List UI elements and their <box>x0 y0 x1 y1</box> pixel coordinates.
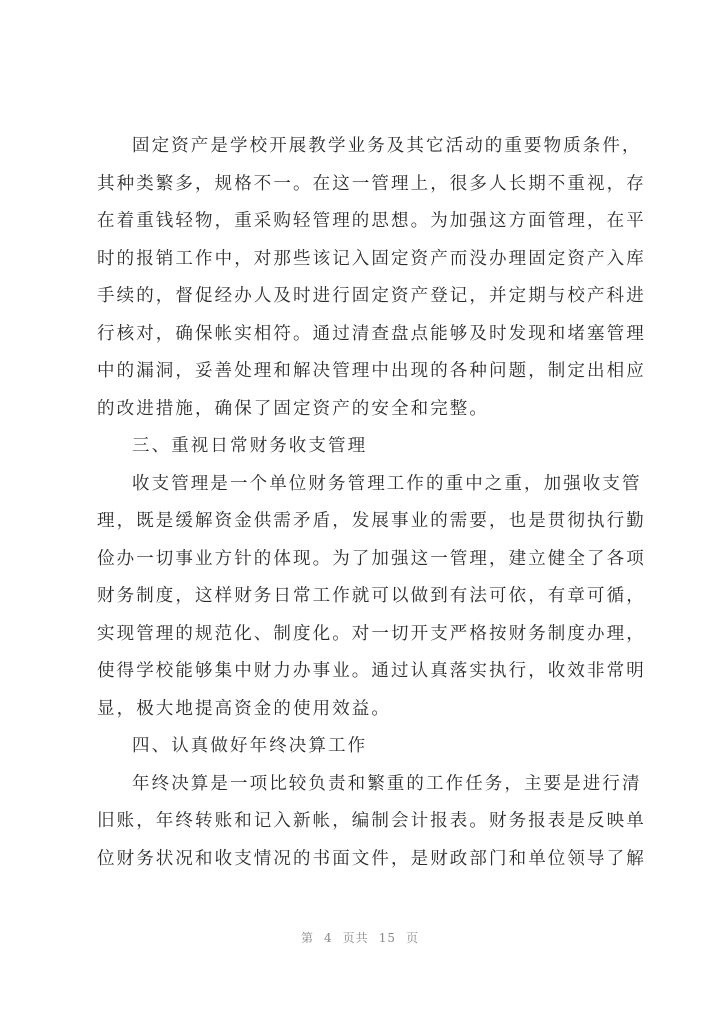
paragraph-line: 年终决算是一项比较负责和繁重的工作任务，主要是进行清 <box>132 773 642 794</box>
document-body <box>97 128 657 878</box>
paragraph-line: 位财务状况和收支情况的书面文件，是财政部门和单位领导了解 <box>97 848 646 869</box>
paragraph-line: 中的漏洞，妥善处理和解决管理中出现的各种问题，制定出相应 <box>97 361 646 381</box>
section-heading-3: 三、重视日常财务收支管理 <box>132 436 368 456</box>
paragraph-line: 理，既是缓解资金供需矛盾，发展事业的需要，也是贯彻执行勤 <box>97 511 646 531</box>
footer-middle: 页共 <box>342 931 369 945</box>
paragraph-line: 时的报销工作中，对那些该记入固定资产而没办理固定资产入库 <box>97 248 646 269</box>
footer-suffix: 页 <box>405 931 419 945</box>
paragraph-line: 固定资产是学校开展教学业务及其它活动的重要物质条件， <box>132 136 642 156</box>
paragraph-line: 在着重钱轻物，重采购轻管理的思想。为加强这方面管理，在平 <box>97 211 646 231</box>
paragraph-line: 财务制度，这样财务日常工作就可以做到有法可依，有章可循， <box>97 586 646 606</box>
paragraph-line: 的改进措施，确保了固定资产的安全和完整。 <box>97 398 489 419</box>
paragraph-line: 手续的，督促经办人及时进行固定资产登记，并定期与校产科进 <box>97 286 646 306</box>
paragraph-line: 旧账，年终转账和记入新帐，编制会计报表。财务报表是反映单 <box>97 811 646 831</box>
section-heading-4: 四、认真做好年终决算工作 <box>132 736 368 756</box>
footer-prefix: 第 <box>301 931 315 945</box>
paragraph-line: 行核对，确保帐实相符。通过清查盘点能够及时发现和堵塞管理 <box>97 323 646 344</box>
paragraph-line: 使得学校能够集中财力办事业。通过认真落实执行，收效非常明 <box>97 661 646 681</box>
paragraph-line: 显，极大地提高资金的使用效益。 <box>97 698 391 719</box>
page-number: 4 <box>324 931 333 945</box>
page-total: 15 <box>378 931 396 945</box>
paragraph-line: 其种类繁多，规格不一。在这一管理上，很多人长期不重视，存 <box>97 173 646 194</box>
paragraph-line: 实现管理的规范化、制度化。对一切开支严格按财务制度办理， <box>97 623 646 644</box>
page-footer <box>0 929 720 946</box>
paragraph-line: 俭办一切事业方针的体现。为了加强这一管理，建立健全了各项 <box>97 548 646 569</box>
paragraph-line: 收支管理是一个单位财务管理工作的重中之重，加强收支管 <box>132 473 642 494</box>
